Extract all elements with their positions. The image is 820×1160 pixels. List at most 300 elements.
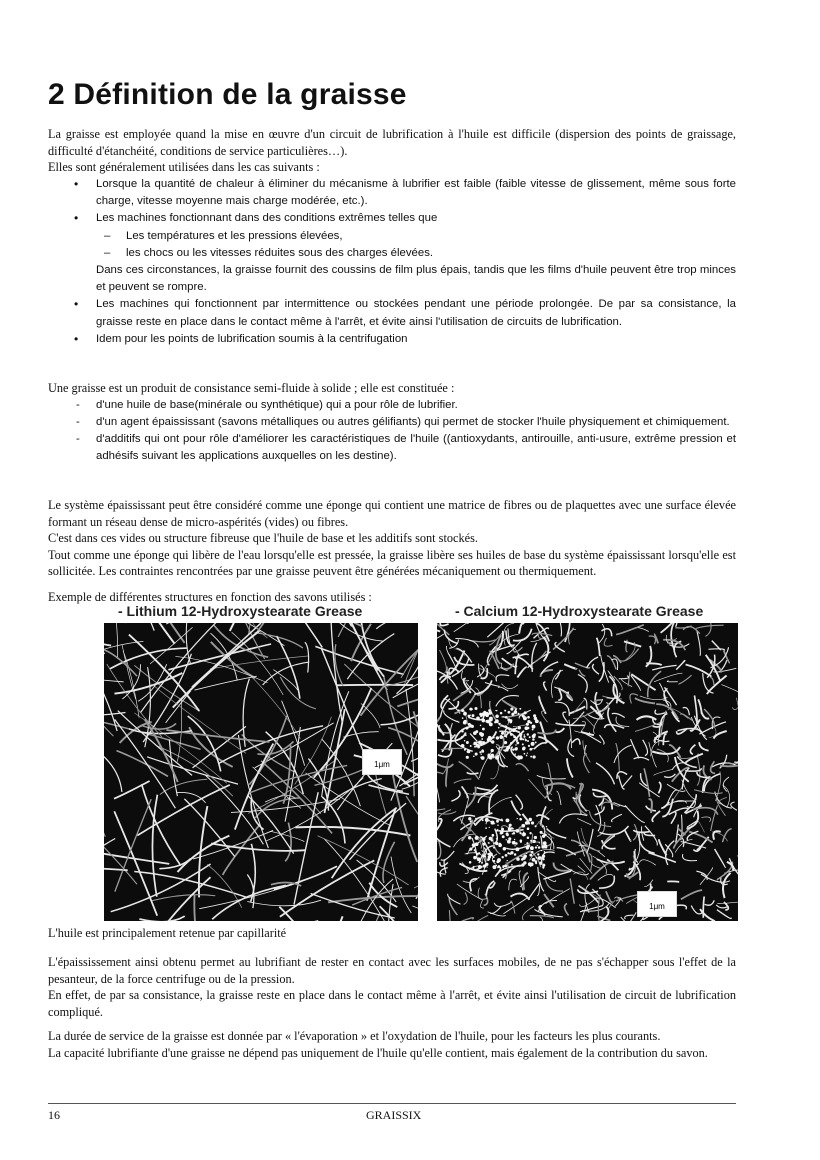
cluster-dot	[470, 745, 472, 747]
scale-bar-right: 1μm	[637, 891, 677, 917]
cluster-dot	[501, 819, 503, 821]
cluster-dot	[515, 744, 516, 745]
cluster-dot	[468, 836, 472, 840]
fiber-stroke	[556, 728, 565, 732]
fiber-stroke	[516, 795, 523, 810]
cluster-dot	[540, 831, 543, 834]
cluster-dot	[502, 835, 505, 838]
fiber-stroke	[701, 817, 710, 822]
fiber-stroke	[548, 834, 552, 851]
cluster-dot	[526, 755, 528, 757]
cluster-dot	[526, 842, 528, 844]
fiber-stroke	[710, 678, 714, 686]
fiber-stroke	[547, 829, 567, 839]
cluster-dot	[458, 709, 460, 711]
fiber-stroke	[152, 795, 157, 897]
cluster-dot	[517, 818, 518, 819]
cluster-dot	[490, 741, 492, 743]
fiber-stroke	[707, 676, 727, 695]
fiber-stroke	[676, 623, 680, 627]
fiber-stroke	[703, 897, 704, 918]
fiber-stroke	[485, 683, 500, 687]
cluster-dot	[512, 748, 514, 750]
fiber-stroke	[578, 866, 585, 872]
fiber-stroke	[489, 798, 512, 810]
fiber-stroke	[598, 624, 605, 644]
cluster-dot	[516, 737, 518, 739]
cluster-dot	[462, 717, 464, 719]
fiber-stroke	[506, 630, 513, 645]
fiber-stroke	[530, 916, 554, 918]
fiber-stroke	[620, 649, 639, 661]
fiber-stroke	[540, 917, 543, 921]
cluster-dot	[472, 714, 475, 717]
fiber-stroke	[718, 797, 726, 804]
fiber-stroke	[658, 782, 660, 793]
fiber-stroke	[625, 805, 645, 822]
fiber-stroke	[569, 629, 576, 644]
fiber-stroke	[697, 631, 700, 656]
fiber-stroke	[166, 623, 226, 624]
fiber-stroke	[540, 836, 542, 846]
fiber-stroke	[737, 849, 738, 856]
cluster-dot	[520, 735, 522, 737]
intro-paragraph: La graisse est employée quand la mise en œuvre d'un circuit de lubrification à l'huile est difficile (dispersion des points de graissage, difficulté d'étanchéité, conditions de service particulières…).	[48, 127, 736, 158]
cluster-dot	[523, 736, 525, 738]
fiber-stroke	[406, 796, 418, 891]
composition-lead: Une graisse est un produit de consistance semi-fluide à solide ; elle est constituée :	[48, 381, 455, 395]
cluster-dot	[522, 856, 525, 859]
cluster-dot	[541, 845, 544, 848]
fiber-stroke	[496, 696, 519, 707]
case-sub-temperature: – Les températures et les pressions élevées,	[48, 228, 736, 245]
cluster-dot	[509, 824, 512, 827]
fiber-stroke	[446, 767, 448, 787]
cluster-dot	[485, 820, 486, 821]
cluster-dot	[521, 824, 525, 828]
cluster-dot	[479, 751, 481, 753]
fiber-stroke	[678, 828, 685, 835]
fiber-stroke	[232, 632, 284, 695]
fiber-stroke	[663, 734, 666, 745]
fiber-stroke	[488, 912, 506, 916]
cluster-dot	[493, 847, 495, 849]
fiber-stroke	[437, 761, 453, 767]
fiber-stroke	[462, 786, 468, 797]
cluster-dot	[488, 842, 490, 844]
fiber-stroke	[295, 827, 410, 836]
cluster-dot	[522, 738, 524, 740]
fiber-stroke	[581, 828, 588, 845]
fiber-stroke	[449, 910, 451, 921]
fiber-stroke	[393, 663, 418, 698]
cluster-dot	[515, 842, 518, 845]
fiber-stroke	[104, 629, 111, 646]
cluster-dot	[487, 853, 489, 855]
fiber-stroke	[454, 779, 472, 783]
cluster-dot	[525, 739, 527, 741]
cluster-dot	[475, 730, 478, 733]
cluster-dot	[505, 716, 508, 719]
section-heading: 2 Définition de la graisse	[48, 78, 407, 111]
final-section	[48, 1028, 736, 1061]
fiber-stroke	[116, 623, 175, 644]
cluster-dot	[532, 734, 536, 738]
cluster-dot	[528, 745, 530, 747]
fiber-stroke	[166, 730, 269, 742]
fiber-stroke	[581, 721, 586, 731]
fiber-stroke	[468, 623, 475, 624]
cluster-dot	[537, 853, 539, 855]
cluster-dot	[498, 727, 500, 729]
cluster-dot	[464, 740, 465, 741]
cluster-dot	[475, 842, 479, 846]
cluster-dot	[493, 865, 497, 869]
fiber-stroke	[599, 798, 604, 806]
cluster-dot	[489, 722, 491, 724]
fiber-stroke	[315, 646, 404, 674]
cluster-dot	[523, 832, 524, 833]
fiber-stroke	[686, 665, 712, 677]
fiber-stroke	[644, 768, 650, 797]
cluster-dot	[510, 733, 513, 736]
fiber-stroke	[596, 763, 615, 784]
fiber-stroke	[649, 799, 652, 813]
cluster-dot	[473, 755, 475, 757]
case-low-heat: • Lorsque la quantité de chaleur à éliminer du mécanisme à lubrifier est faible (faible vitesse de glissement, même sous forte charge, vitesse moyenne mais charge modérée, etc.).	[48, 176, 736, 210]
fiber-stroke	[696, 625, 724, 628]
fiber-stroke	[664, 774, 675, 778]
cluster-dot	[541, 850, 542, 851]
fiber-stroke	[555, 623, 562, 636]
fiber-stroke	[619, 676, 629, 679]
cluster-dot	[461, 744, 465, 748]
fiber-stroke	[578, 674, 587, 692]
fiber-stroke	[481, 900, 484, 908]
fiber-stroke	[723, 785, 730, 808]
cluster-dot	[493, 860, 495, 862]
cluster-dot	[489, 717, 493, 721]
fiber-stroke	[440, 623, 448, 626]
cluster-dot	[481, 719, 485, 723]
fiber-stroke	[643, 740, 648, 756]
fiber-stroke	[441, 851, 454, 860]
cluster-dot	[474, 849, 476, 851]
cluster-dot	[524, 726, 528, 730]
cluster-dot	[498, 865, 501, 868]
cluster-dot	[524, 734, 525, 735]
fiber-stroke	[503, 898, 527, 914]
fiber-stroke	[595, 807, 605, 815]
fiber-stroke	[581, 731, 601, 743]
fiber-stroke	[631, 739, 639, 758]
fiber-stroke	[380, 906, 418, 921]
cluster-dot	[526, 723, 529, 726]
fiber-stroke	[544, 682, 547, 691]
cluster-dot	[488, 855, 491, 858]
fiber-stroke	[491, 765, 500, 779]
case-extreme-conditions: • Les machines fonctionnant dans des conditions extrêmes telles que	[48, 210, 736, 227]
cluster-dot	[507, 852, 509, 854]
cluster-dot	[518, 726, 521, 729]
cluster-dot	[530, 840, 532, 842]
cluster-dot	[523, 861, 526, 864]
fiber-stroke	[517, 667, 526, 677]
cluster-dot	[537, 845, 538, 846]
cluster-dot	[535, 741, 537, 743]
cluster-dot	[530, 756, 532, 758]
cluster-dot	[524, 753, 526, 755]
cluster-dot	[500, 832, 503, 835]
fiber-stroke	[705, 900, 715, 905]
cluster-dot	[519, 708, 521, 710]
cluster-dot	[482, 854, 485, 857]
cluster-dot	[481, 862, 483, 864]
fiber-stroke	[569, 720, 571, 748]
cluster-dot	[525, 738, 526, 739]
fiber-stroke	[331, 623, 343, 724]
fiber-stroke	[104, 734, 105, 837]
fiber-stroke	[495, 867, 500, 877]
fiber-stroke	[538, 867, 544, 892]
fiber-stroke	[455, 726, 473, 739]
cluster-dot	[488, 820, 489, 821]
cluster-dot	[480, 733, 484, 737]
cluster-dot	[522, 832, 526, 836]
cluster-dot	[545, 834, 547, 836]
fiber-stroke	[140, 623, 217, 713]
cluster-dot	[475, 851, 477, 853]
composition-section	[48, 380, 736, 465]
fiber-stroke	[437, 781, 439, 802]
cluster-dot	[491, 754, 494, 757]
cluster-dot	[465, 734, 467, 736]
left-figure-caption: - Lithium 12-Hydroxystearate Grease	[118, 603, 363, 619]
fiber-stroke	[414, 837, 418, 888]
cluster-dot	[535, 825, 537, 827]
cluster-dot	[527, 836, 530, 839]
cluster-dot	[490, 739, 491, 740]
cluster-dot	[504, 741, 507, 744]
cluster-dot	[464, 749, 466, 751]
fiber-stroke	[593, 856, 607, 874]
fiber-stroke	[543, 637, 548, 662]
cluster-dot	[522, 747, 525, 750]
fiber-stroke	[635, 698, 655, 703]
cluster-dot	[467, 751, 469, 753]
cluster-dot	[516, 742, 519, 745]
fiber-stroke	[450, 723, 452, 736]
cluster-dot	[496, 820, 499, 823]
cluster-dot	[527, 827, 530, 830]
cluster-dot	[499, 735, 503, 739]
cluster-dot	[515, 753, 516, 754]
fiber-stroke	[572, 739, 580, 745]
fiber-stroke	[534, 743, 547, 749]
fiber-stroke	[142, 784, 181, 866]
fiber-stroke	[608, 708, 616, 732]
fiber-stroke	[166, 691, 191, 723]
fiber-stroke	[640, 696, 668, 700]
fiber-stroke	[596, 805, 601, 831]
usage-cases-list	[48, 176, 736, 348]
composition-item-oil: - d'une huile de base(minérale ou synthétique) qui a pour rôle de lubrifier.	[48, 397, 736, 414]
cluster-dot	[505, 854, 508, 857]
cluster-dot	[495, 842, 498, 845]
fiber-stroke	[592, 790, 612, 810]
fiber-stroke	[114, 781, 150, 799]
fiber-stroke	[602, 629, 612, 637]
cluster-dot	[515, 708, 517, 710]
fiber-stroke	[616, 717, 629, 727]
fiber-stroke	[270, 831, 304, 841]
cluster-dot	[526, 848, 528, 850]
cluster-dot	[532, 748, 533, 749]
cluster-dot	[482, 843, 485, 846]
cluster-dot	[516, 747, 518, 749]
fiber-stroke	[383, 842, 395, 883]
fiber-stroke	[139, 916, 184, 921]
fiber-stroke	[437, 839, 441, 859]
cluster-dot	[532, 738, 535, 741]
cluster-dot	[514, 853, 517, 856]
fiber-stroke	[648, 853, 676, 863]
fiber-stroke	[711, 761, 716, 773]
cluster-dot	[542, 857, 544, 859]
capillarity-note: L'huile est principalement retenue par capillarité	[48, 926, 287, 940]
fiber-stroke	[699, 742, 708, 750]
fiber-stroke	[255, 623, 322, 647]
cluster-dot	[529, 748, 532, 751]
cluster-dot	[519, 818, 522, 821]
fiber-stroke	[682, 854, 697, 861]
cluster-dot	[485, 827, 487, 829]
cluster-dot	[515, 847, 519, 851]
cluster-dot	[520, 839, 523, 842]
fiber-stroke	[734, 751, 738, 763]
fiber-stroke	[104, 752, 122, 792]
cluster-dot	[496, 830, 498, 832]
cluster-dot	[544, 853, 545, 854]
cluster-dot	[538, 846, 541, 849]
intro-lead: Elles sont généralement utilisées dans les cas suivants :	[48, 160, 320, 174]
fiber-stroke	[696, 871, 707, 880]
cluster-dot	[542, 855, 545, 858]
cluster-dot	[532, 858, 536, 862]
cluster-dot	[520, 855, 522, 857]
cluster-dot	[466, 741, 469, 744]
sponge-section	[48, 497, 736, 580]
fiber-stroke	[438, 811, 456, 814]
final-paragraph-2: La capacité lubrifiante d'une graisse ne dépend pas uniquement de l'huile qu'elle contient, mais également de la contribution du savon.	[48, 1045, 708, 1060]
fiber-stroke	[611, 814, 621, 822]
case-extreme-note: Dans ces circonstances, la graisse fournit des coussins de film plus épais, tandis que les films d'huile peuvent être trop minces et peuvent se rompre.	[96, 264, 736, 294]
fiber-stroke	[462, 918, 474, 921]
fiber-stroke	[532, 643, 537, 672]
cluster-dot	[514, 845, 515, 846]
figures-intro: Exemple de différentes structures en fonction des savons utilisés :	[48, 590, 372, 604]
fiber-stroke	[528, 884, 540, 900]
fiber-stroke	[461, 796, 469, 824]
fiber-stroke	[634, 757, 649, 760]
closing-paragraph-2: En effet, de par sa consistance, la graisse reste en place dans le contact même à l'arrêt, et évite ainsi l'utilisation de circuit de lubrification compliqué.	[48, 988, 736, 1019]
fiber-stroke	[350, 803, 407, 860]
fiber-stroke	[563, 712, 568, 723]
fiber-stroke	[404, 623, 418, 687]
fiber-stroke	[618, 912, 636, 921]
fiber-stroke	[597, 638, 600, 656]
fiber-stroke	[617, 772, 627, 779]
cluster-dot	[532, 725, 536, 729]
cluster-dot	[508, 711, 511, 714]
scale-bar-left: 1μm	[362, 749, 402, 775]
cluster-dot	[513, 735, 516, 738]
cluster-dot	[522, 743, 524, 745]
cluster-dot	[478, 741, 482, 745]
fiber-stroke	[167, 877, 211, 921]
cluster-dot	[480, 756, 482, 758]
cluster-dot	[473, 742, 477, 746]
fiber-stroke	[717, 910, 731, 919]
cluster-dot	[491, 821, 493, 823]
fiber-stroke	[490, 906, 501, 913]
cluster-dot	[504, 710, 506, 712]
fiber-stroke	[416, 867, 418, 899]
cluster-dot	[478, 865, 482, 869]
cluster-dot	[496, 736, 499, 739]
cluster-dot	[529, 854, 532, 857]
cluster-dot	[507, 746, 511, 750]
fiber-stroke	[243, 679, 249, 747]
cluster-dot	[466, 727, 469, 730]
fiber-stroke	[644, 833, 655, 836]
cluster-dot	[470, 714, 471, 715]
fiber-stroke	[509, 879, 517, 890]
cluster-dot	[529, 736, 531, 738]
fiber-stroke	[437, 634, 444, 642]
cluster-dot	[489, 711, 492, 714]
cluster-dot	[469, 848, 472, 851]
fiber-stroke	[631, 674, 655, 690]
cluster-dot	[463, 721, 467, 725]
cluster-dot	[546, 826, 547, 827]
cluster-dot	[526, 853, 527, 854]
cluster-dot	[489, 827, 490, 828]
cluster-dot	[542, 826, 544, 828]
cluster-dot	[535, 719, 539, 723]
cluster-dot	[495, 710, 496, 711]
cluster-dot	[468, 852, 469, 853]
cluster-dot	[485, 712, 488, 715]
fiber-stroke	[444, 860, 446, 873]
fiber-stroke	[294, 792, 318, 904]
fiber-stroke	[444, 710, 458, 721]
fiber-stroke	[519, 623, 524, 633]
cluster-dot	[469, 861, 472, 864]
cluster-dot	[463, 712, 467, 716]
case-centrifugation: • Idem pour les points de lubrification soumis à la centrifugation	[48, 331, 736, 348]
fiber-stroke	[676, 661, 685, 670]
cluster-dot	[497, 825, 498, 826]
fiber-stroke	[672, 712, 680, 722]
fiber-stroke	[487, 623, 504, 637]
fiber-stroke	[644, 880, 653, 887]
cluster-dot	[500, 712, 503, 715]
calcium-grease-micrograph	[437, 623, 738, 921]
cluster-dot	[483, 864, 486, 867]
fiber-stroke	[599, 735, 604, 744]
fiber-stroke	[256, 623, 293, 634]
